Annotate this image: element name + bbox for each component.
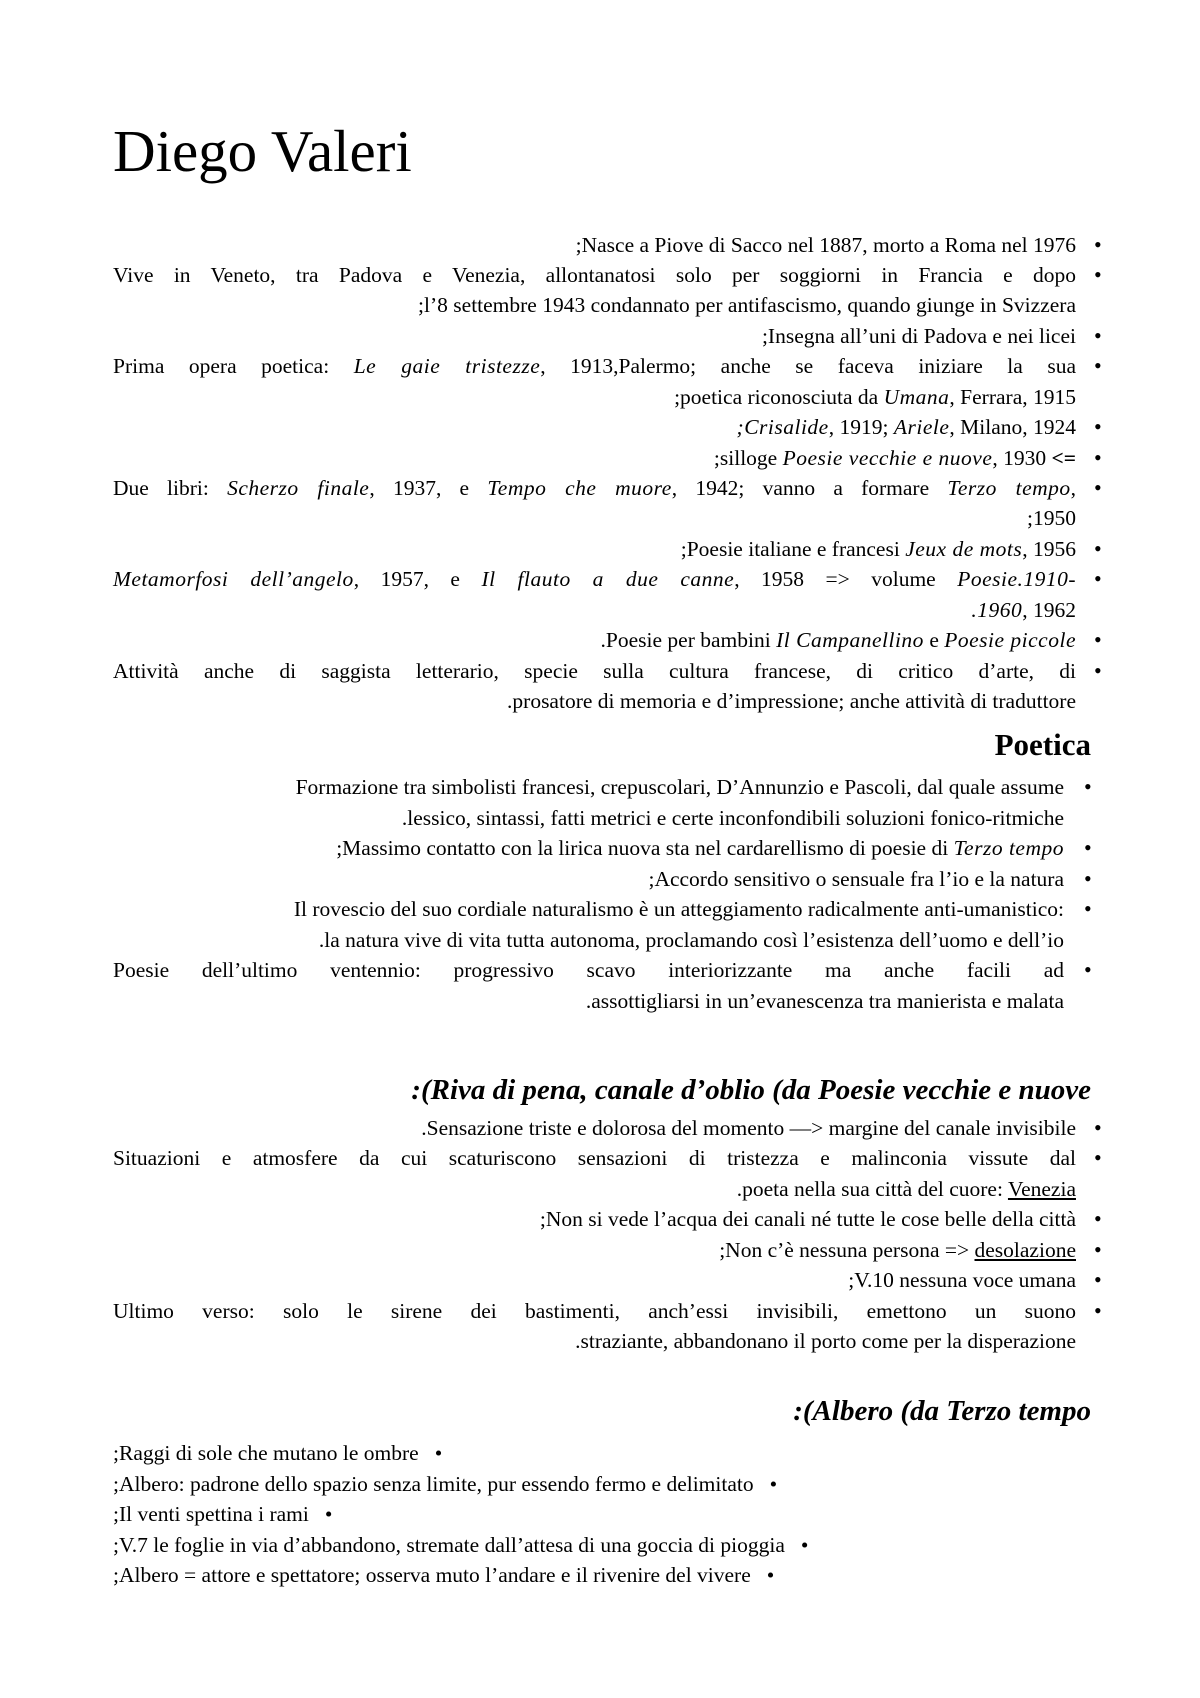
bio-line: ;Poesie italiane e francesi Jeux de mots, 1956 (680, 537, 1076, 561)
bullet-icon: • (1094, 1267, 1102, 1292)
poetica-line: Formazione tra simbolisti francesi, crepuscolari, D’Annunzio e Pascoli, dal quale assume (295, 775, 1064, 799)
bullet-icon: • (1094, 414, 1102, 439)
poetica-line: .la natura vive di vita tutta autonoma, proclamando così l’esistenza dell’uomo e dell’io (318, 928, 1064, 952)
bullet-icon: • (1094, 536, 1102, 561)
albero-line: ;V.7 le foglie in via d’abbandono, stremate dall’attesa di una goccia di pioggia • (113, 1533, 809, 1557)
bullet-icon: • (324, 1502, 333, 1526)
riva-line: ;Non si vede l’acqua dei canali né tutte le cose belle della città (539, 1207, 1076, 1231)
bio-line: .1960, 1962 (971, 598, 1076, 622)
section-heading-poetica: Poetica (994, 727, 1091, 762)
poetica-line: ;Accordo sensitivo o sensuale fra l’io e la natura (648, 867, 1064, 891)
bullet-icon: • (1084, 957, 1092, 982)
bullet-icon: • (1094, 1145, 1102, 1170)
bullet-icon: • (1084, 896, 1092, 921)
bullet-icon: • (1084, 866, 1092, 891)
albero-line: ;Il venti spettina i rami • (113, 1502, 333, 1526)
bullet-icon: • (766, 1563, 775, 1587)
bio-line: ;l’8 settembre 1943 condannato per antifascismo, quando giunge in Svizzera (418, 293, 1076, 317)
albero-line: ;Albero: padrone dello spazio senza limite, pur essendo fermo e delimitato • (113, 1472, 778, 1496)
bullet-icon: • (769, 1472, 778, 1496)
bio-line: ;poetica riconosciuta da Umana, Ferrara, 1915 (674, 385, 1076, 409)
bullet-icon: • (1094, 232, 1102, 257)
bio-line: ;Crisalide, 1919; Ariele, Milano, 1924 (736, 415, 1076, 439)
bio-line: ;silloge Poesie vecchie e nuove, 1930 <= (713, 446, 1076, 470)
bio-line: Attività anche di saggista letterario, specie sulla cultura francese, di critico d’arte, di (113, 659, 1076, 683)
bio-line: Vive in Veneto, tra Padova e Venezia, allontanatosi solo per soggiorni in Francia e dopo (113, 263, 1076, 287)
riva-line: Ultimo verso: solo le sirene dei bastimenti, anch’essi invisibili, emettono un suono (113, 1299, 1076, 1323)
riva-line: ;Non c’è nessuna persona => desolazione (719, 1238, 1076, 1262)
bullet-icon: • (1094, 627, 1102, 652)
riva-line: .Sensazione triste e dolorosa del momento —> margine del canale invisibile (421, 1116, 1076, 1140)
bullet-icon: • (1094, 1206, 1102, 1231)
bullet-icon: • (1094, 353, 1102, 378)
albero-line: ;Raggi di sole che mutano le ombre • (113, 1441, 443, 1465)
bullet-icon: • (1094, 323, 1102, 348)
bullet-icon: • (1094, 262, 1102, 287)
riva-line: .poeta nella sua città del cuore: Venezia (736, 1177, 1076, 1201)
bullet-icon: • (1094, 475, 1102, 500)
poetica-line: Il rovescio del suo cordiale naturalismo è un atteggiamento radicalmente anti-umanistico: (293, 897, 1064, 921)
bio-line: Due libri: Scherzo finale, 1937, e Tempo che muore, 1942; vanno a formare Terzo tempo, (113, 476, 1077, 500)
riva-line: Situazioni e atmosfere da cui scaturiscono sensazioni di tristezza e malinconia vissute dal (113, 1146, 1076, 1170)
riva-line: ;V.10 nessuna voce umana (848, 1268, 1076, 1292)
bio-line: .prosatore di memoria e d’impressione; anche attività di traduttore (507, 689, 1076, 713)
poetica-line: ;Massimo contatto con la lirica nuova sta nel cardarellismo di poesie di Terzo tempo (336, 836, 1064, 860)
poetica-line: Poesie dell’ultimo ventennio: progressivo scavo interiorizzante ma anche facili ad (113, 958, 1064, 982)
bullet-icon: • (1094, 658, 1102, 683)
bullet-icon: • (1094, 445, 1102, 470)
poetica-line: .lessico, sintassi, fatti metrici e certe inconfondibili soluzioni fonico-ritmiche (401, 806, 1064, 830)
bullet-icon: • (800, 1533, 809, 1557)
section-heading-riva: :(Riva di pena, canale d’oblio (da Poesie vecchie e nuove (411, 1074, 1091, 1106)
bullet-icon: • (1094, 566, 1102, 591)
bio-line: .Poesie per bambini Il Campanellino e Poesie piccole (600, 628, 1076, 652)
bullet-icon: • (1094, 1237, 1102, 1262)
bullet-icon: • (434, 1441, 443, 1465)
section-heading-albero: :(Albero (da Terzo tempo (793, 1395, 1091, 1427)
bio-line: Metamorfosi dell’angelo, 1957, e Il flauto a due canne, 1958 => volume Poesie.1910- (113, 567, 1077, 591)
riva-line: .straziante, abbandonano il porto come per la disperazione (575, 1329, 1076, 1353)
bio-line: ;Insegna all’uni di Padova e nei licei (761, 324, 1076, 348)
bullet-icon: • (1084, 835, 1092, 860)
bio-line: ;1950 (1027, 506, 1076, 530)
bio-line: Prima opera poetica: Le gaie tristezze, 1913,Palermo; anche se faceva iniziare la sua (113, 354, 1077, 378)
poetica-line: .assottigliarsi in un’evanescenza tra manierista e malata (585, 989, 1064, 1013)
bullet-icon: • (1094, 1115, 1102, 1140)
bullet-icon: • (1094, 1298, 1102, 1323)
bullet-icon: • (1084, 774, 1092, 799)
page-title: Diego Valeri (113, 118, 412, 184)
albero-line: ;Albero = attore e spettatore; osserva muto l’andare e il rivenire del vivere • (113, 1563, 775, 1587)
bio-line: ;Nasce a Piove di Sacco nel 1887, morto a Roma nel 1976 (575, 233, 1076, 257)
